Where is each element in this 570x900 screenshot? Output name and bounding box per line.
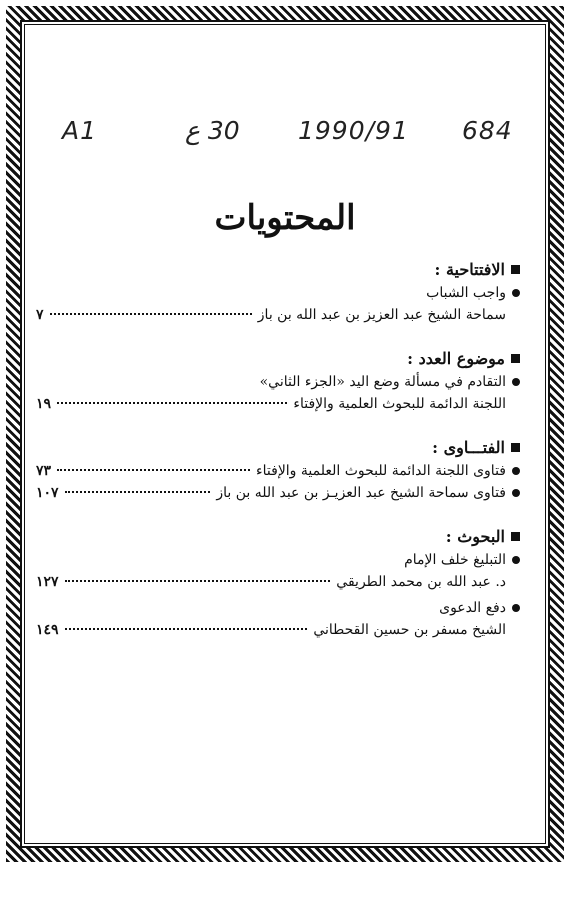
handwritten-note-right: 684 xyxy=(462,116,513,145)
toc-section xyxy=(36,260,520,323)
square-bullet-icon xyxy=(511,265,520,274)
section-heading: الفتـــاوى : xyxy=(36,438,520,457)
section-heading: الافتتاحية : xyxy=(36,260,520,279)
handwritten-note-year: 1990/91 xyxy=(298,116,409,145)
page-number: ١٢٧ xyxy=(36,574,59,590)
dot-bullet-icon xyxy=(512,489,520,497)
dot-bullet-icon xyxy=(512,467,520,475)
dot-leader xyxy=(57,402,287,404)
toc-entry[interactable]: د. عبد الله بن محمد الطريقي ١٢٧ xyxy=(36,574,506,590)
page-number: ١٠٧ xyxy=(36,485,59,501)
section-heading: البحوث : xyxy=(36,527,520,546)
dot-leader xyxy=(65,628,308,630)
page-number: ١٩ xyxy=(36,396,52,412)
page-number: ١٤٩ xyxy=(36,622,59,638)
dot-leader xyxy=(57,469,250,471)
toc-item-title: التبليغ خلف الإمام xyxy=(36,552,520,568)
square-bullet-icon xyxy=(511,354,520,363)
toc-item-title: دفع الدعوى xyxy=(36,600,520,616)
toc-entry[interactable]: اللجنة الدائمة للبحوث العلمية والإفتاء ١٩ xyxy=(36,396,506,412)
toc-entry[interactable]: الشيخ مسفر بن حسين القحطاني ١٤٩ xyxy=(36,622,506,638)
dot-bullet-icon xyxy=(512,604,520,612)
square-bullet-icon xyxy=(511,443,520,452)
dot-leader xyxy=(65,491,211,493)
toc-item-title: التقادم في مسألة وضع اليد «الجزء الثاني» xyxy=(36,374,520,390)
page-number: ٧ xyxy=(36,307,44,323)
dot-bullet-icon xyxy=(512,289,520,297)
toc-section xyxy=(36,438,520,501)
page-number: ٧٣ xyxy=(36,463,52,479)
toc-section xyxy=(36,527,520,638)
dot-bullet-icon xyxy=(512,556,520,564)
toc-entry[interactable]: سماحة الشيخ عبد العزيز بن عبد الله بن باز ٧ xyxy=(36,307,506,323)
dot-leader xyxy=(65,580,331,582)
section-heading: موضوع العدد : xyxy=(36,349,520,368)
dot-bullet-icon xyxy=(512,378,520,386)
dot-leader xyxy=(50,313,252,315)
toc-item-title: واجب الشباب xyxy=(36,285,520,301)
table-of-contents xyxy=(36,260,520,658)
handwritten-note-middle: 30 ع xyxy=(185,116,240,145)
square-bullet-icon xyxy=(511,532,520,541)
toc-entry[interactable]: فتاوى سماحة الشيخ عبد العزيـز بن عبد الله بن باز ١٠٧ xyxy=(36,485,520,501)
toc-section xyxy=(36,349,520,412)
handwritten-note-left: A1 xyxy=(62,116,98,145)
toc-entry[interactable]: فتاوى اللجنة الدائمة للبحوث العلمية والإفتاء ٧٣ xyxy=(36,463,520,479)
page-title: المحتويات xyxy=(214,198,356,238)
